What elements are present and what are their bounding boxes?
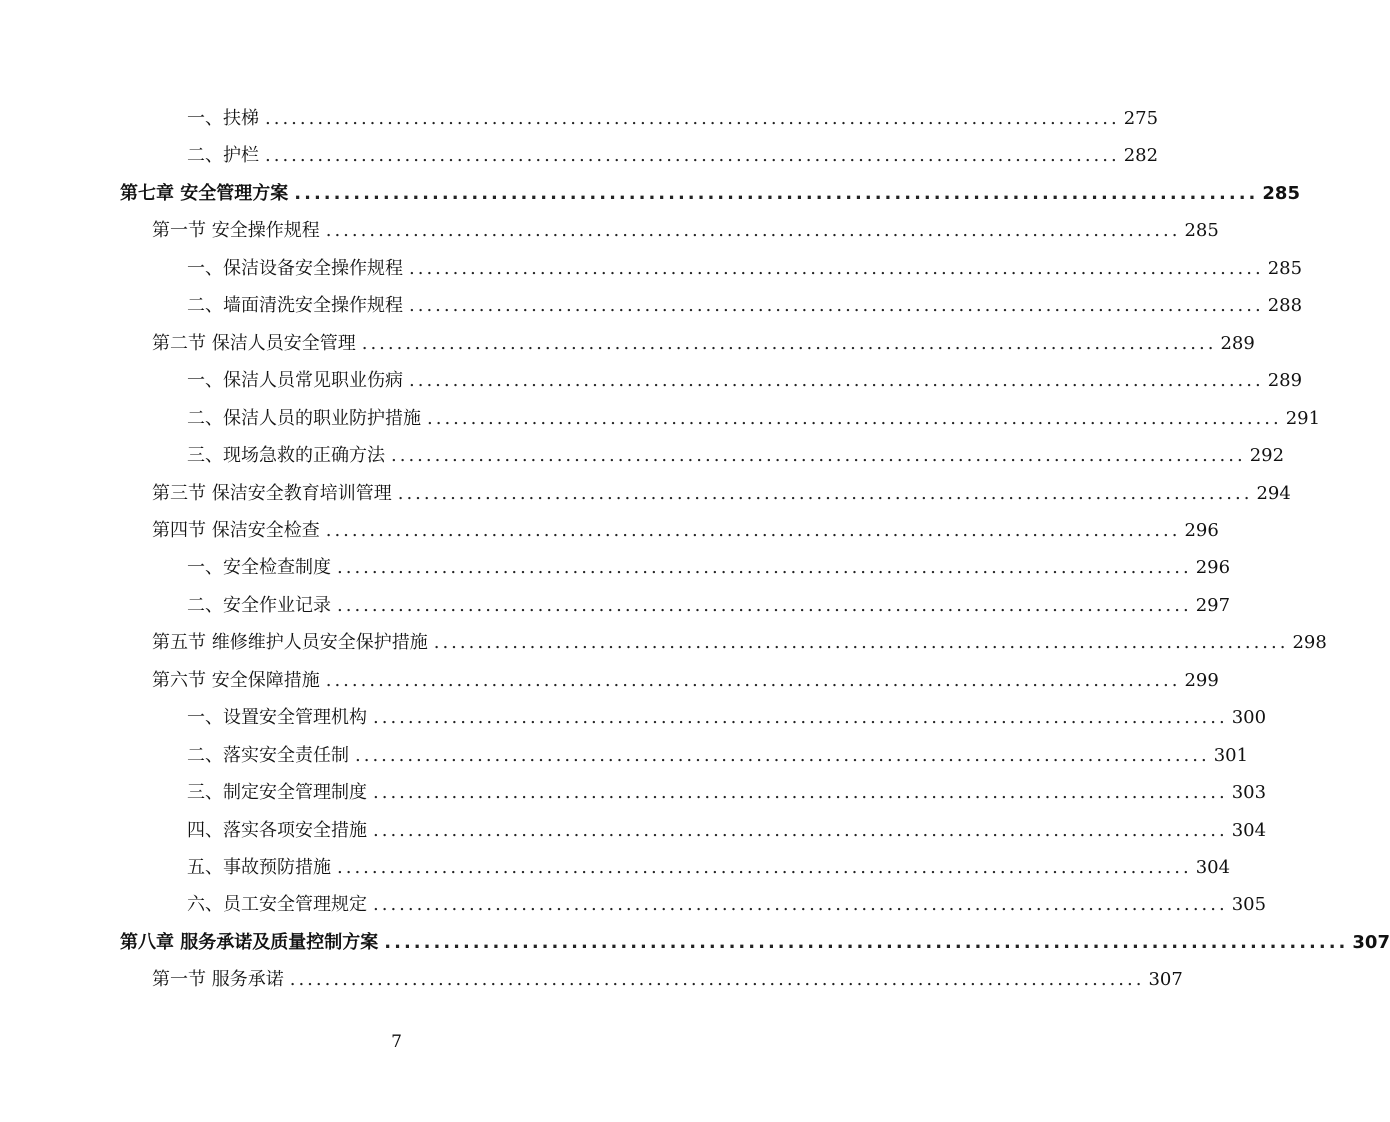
toc-entry-page: 275 — [1123, 108, 1159, 129]
toc-entry-page: 292 — [1249, 445, 1285, 466]
toc-subsection-entry[interactable] — [187, 137, 1159, 167]
toc-leader-dots: .................................................................................................. — [265, 145, 1120, 166]
toc-entry-label: 第三节 保洁安全教育培训管理 — [152, 483, 392, 504]
toc-section-entry[interactable] — [152, 662, 1219, 692]
toc-entry-page: 305 — [1231, 894, 1267, 915]
toc-subsection-entry[interactable] — [187, 100, 1159, 130]
toc-entry-page: 296 — [1195, 557, 1231, 578]
toc-entry-page: 307 — [1148, 969, 1183, 990]
toc-entry-label: 第一节 安全操作规程 — [152, 220, 320, 241]
toc-leader-dots: .................................................................................................. — [427, 408, 1282, 429]
toc-entry-page: 307 — [1352, 932, 1390, 953]
toc-entry-page: 298 — [1292, 632, 1327, 653]
toc-leader-dots: .................................................................................................. — [373, 820, 1228, 841]
toc-entry-page: 301 — [1213, 745, 1249, 766]
toc-section-entry[interactable] — [152, 325, 1255, 355]
toc-entry-label: 第七章 安全管理方案 — [120, 183, 289, 204]
toc-entry-label: 一、保洁人员常见职业伤病 — [187, 370, 403, 391]
toc-entry-page: 296 — [1184, 520, 1219, 541]
toc-entry-label: 一、设置安全管理机构 — [187, 707, 367, 728]
toc-entry-label: 三、现场急救的正确方法 — [187, 445, 385, 466]
toc-subsection-entry[interactable] — [187, 437, 1285, 467]
toc-leader-dots: .................................................................................................. — [337, 857, 1192, 878]
toc-leader-dots: .................................................................................................. — [391, 445, 1246, 466]
toc-leader-dots: .................................................................................................. — [373, 894, 1228, 915]
toc-subsection-entry[interactable] — [187, 737, 1249, 767]
toc-entry-label: 四、落实各项安全措施 — [187, 820, 367, 841]
toc-entry-page: 303 — [1231, 782, 1267, 803]
toc-entry-page: 282 — [1123, 145, 1159, 166]
toc-entry-label: 二、落实安全责任制 — [187, 745, 349, 766]
toc-subsection-entry[interactable] — [187, 587, 1231, 617]
toc-section-entry[interactable] — [152, 475, 1291, 505]
toc-entry-page: 297 — [1195, 595, 1231, 616]
toc-leader-dots: .................................................................................................. — [361, 333, 1217, 354]
toc-entry-label: 六、员工安全管理规定 — [187, 894, 367, 915]
toc-chapter-entry[interactable] — [120, 924, 1390, 954]
toc-entry-page: 299 — [1184, 670, 1219, 691]
toc-entry-label: 一、保洁设备安全操作规程 — [187, 258, 403, 279]
toc-leader-dots: .................................................................................................. — [397, 483, 1253, 504]
toc-entry-label: 第一节 服务承诺 — [152, 969, 284, 990]
toc-entry-page: 289 — [1267, 370, 1303, 391]
toc-subsection-entry[interactable] — [187, 774, 1267, 804]
toc-entry-page: 300 — [1231, 707, 1267, 728]
toc-leader-dots: .................................................................................................. — [409, 295, 1264, 316]
toc-leader-dots: .................................................................................................. — [294, 183, 1259, 204]
toc-entry-label: 二、安全作业记录 — [187, 595, 331, 616]
toc-entry-label: 二、护栏 — [187, 145, 259, 166]
toc-leader-dots: .................................................................................................. — [409, 370, 1264, 391]
toc-entry-page: 285 — [1184, 220, 1219, 241]
toc-entry-label: 第八章 服务承诺及质量控制方案 — [120, 932, 379, 953]
toc-subsection-entry[interactable] — [187, 812, 1267, 842]
toc-section-entry[interactable] — [152, 212, 1219, 242]
toc-subsection-entry[interactable] — [187, 287, 1303, 317]
toc-leader-dots: .................................................................................................. — [325, 520, 1181, 541]
toc-entry-label: 第四节 保洁安全检查 — [152, 520, 320, 541]
toc-entry-page: 294 — [1256, 483, 1291, 504]
toc-entry-label: 二、保洁人员的职业防护措施 — [187, 408, 421, 429]
toc-subsection-entry[interactable] — [187, 699, 1267, 729]
toc-leader-dots: .................................................................................................. — [433, 632, 1289, 653]
toc-entry-label: 一、安全检查制度 — [187, 557, 331, 578]
toc-subsection-entry[interactable] — [187, 886, 1267, 916]
toc-entry-label: 第二节 保洁人员安全管理 — [152, 333, 356, 354]
toc-leader-dots: .................................................................................................. — [337, 557, 1192, 578]
toc-entry-label: 三、制定安全管理制度 — [187, 782, 367, 803]
toc-entry-page: 289 — [1220, 333, 1255, 354]
toc-leader-dots: .................................................................................................. — [325, 220, 1181, 241]
toc-entry-page: 304 — [1231, 820, 1267, 841]
toc-subsection-entry[interactable] — [187, 549, 1231, 579]
toc-leader-dots: .................................................................................................. — [325, 670, 1181, 691]
toc-entry-label: 二、墙面清洗安全操作规程 — [187, 295, 403, 316]
toc-entry-label: 五、事故预防措施 — [187, 857, 331, 878]
toc-entry-label: 一、扶梯 — [187, 108, 259, 129]
toc-section-entry[interactable] — [152, 624, 1327, 654]
toc-entry-page: 285 — [1262, 183, 1300, 204]
toc-subsection-entry[interactable] — [187, 849, 1231, 879]
toc-leader-dots: .................................................................................................. — [373, 782, 1228, 803]
toc-section-entry[interactable] — [152, 961, 1183, 991]
toc-leader-dots: .................................................................................................. — [337, 595, 1192, 616]
page-number: 7 — [391, 1032, 402, 1052]
toc-entry-label: 第五节 维修维护人员安全保护措施 — [152, 632, 428, 653]
toc-section-entry[interactable] — [152, 512, 1219, 542]
toc-entry-label: 第六节 安全保障措施 — [152, 670, 320, 691]
toc-subsection-entry[interactable] — [187, 362, 1303, 392]
toc-leader-dots: .................................................................................................. — [289, 969, 1145, 990]
toc-leader-dots: .................................................................................................. — [409, 258, 1264, 279]
toc-leader-dots: .................................................................................................. — [355, 745, 1210, 766]
toc-chapter-entry[interactable] — [120, 175, 1300, 205]
toc-entry-page: 288 — [1267, 295, 1303, 316]
toc-leader-dots: .................................................................................................. — [384, 932, 1349, 953]
toc-entry-page: 291 — [1285, 408, 1321, 429]
toc-subsection-entry[interactable] — [187, 400, 1321, 430]
toc-entry-page: 304 — [1195, 857, 1231, 878]
toc-leader-dots: .................................................................................................. — [265, 108, 1120, 129]
toc-leader-dots: .................................................................................................. — [373, 707, 1228, 728]
toc-subsection-entry[interactable] — [187, 250, 1303, 280]
toc-entry-page: 285 — [1267, 258, 1303, 279]
